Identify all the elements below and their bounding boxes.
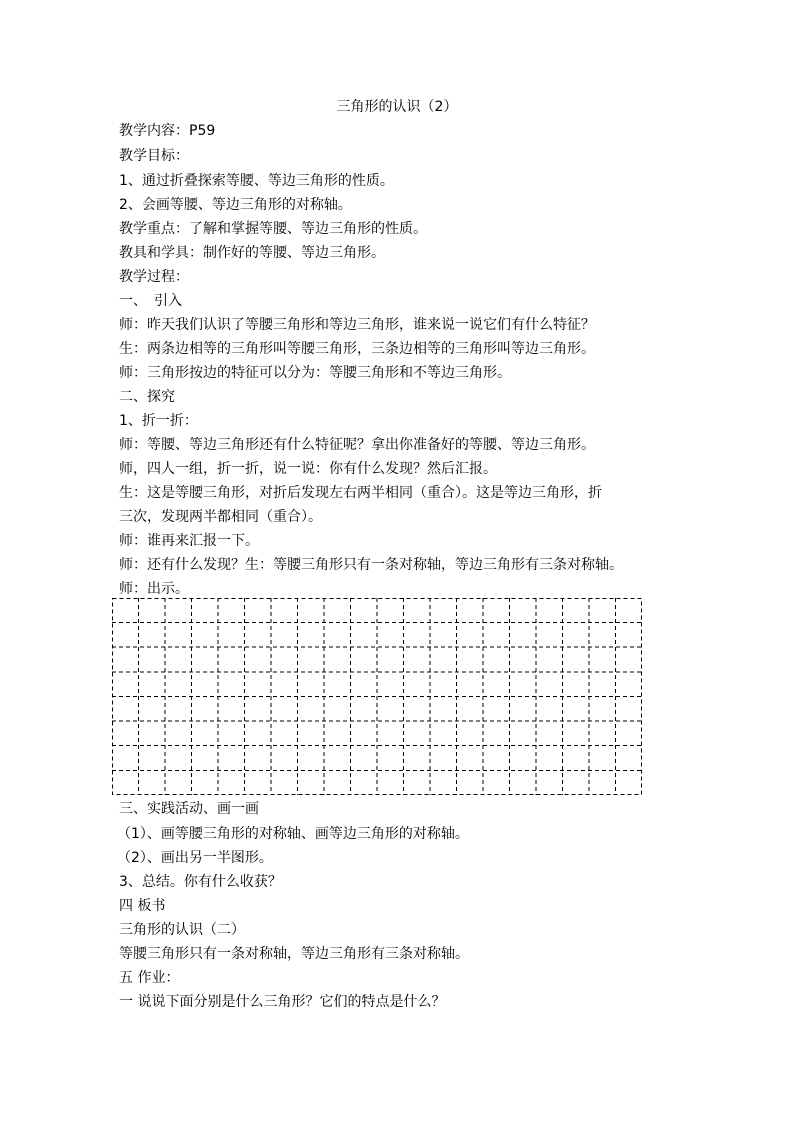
line-goal-2: 2、会画等腰、等边三角形的对称轴。 [119,197,352,213]
line-teaching-content: 教学内容：P59 [119,123,216,139]
dashed-grid [112,598,642,795]
line-student-answer: 生：两条边相等的三角形叫等腰三角形，三条边相等的三角形叫等边三角形。 [119,341,595,357]
line-teacher-summary: 师：三角形按边的特征可以分为：等腰三角形和不等边三角形。 [119,365,511,381]
line-teacher-discovery: 师：还有什么发现？生：等腰三角形只有一条对称轴，等边三角形有三条对称轴。 [119,557,623,573]
line-section-practice: 三、实践活动、画一画 [119,801,259,817]
line-teacher-show: 师：出示。 [119,581,189,597]
line-board-content: 等腰三角形只有一条对称轴，等边三角形有三条对称轴。 [119,946,469,962]
line-teacher-report: 师：谁再来汇报一下。 [119,533,259,549]
line-goal-1: 1、通过折叠探索等腰、等边三角形的性质。 [119,173,394,189]
line-section-intro: 一、 引入 [119,293,182,309]
line-teaching-goals: 教学目标： [119,148,189,164]
line-board-title: 三角形的认识（二） [119,922,245,938]
line-fold: 1、折一折： [119,413,198,429]
line-section-explore: 二、探究 [119,389,175,405]
line-practice-1: （1）、画等腰三角形的对称轴、画等边三角形的对称轴。 [117,826,469,842]
line-teacher-question: 师：昨天我们认识了等腰三角形和等边三角形，谁来说一说它们有什么特征？ [119,317,595,333]
line-homework-1: 一 说说下面分别是什么三角形？它们的特点是什么？ [119,994,446,1010]
line-section-board: 四 板书 [119,898,166,914]
line-student-fold-2: 三次，发现两半都相同（重合）。 [119,509,322,525]
line-student-fold-1: 生：这是等腰三角形，对折后发现左右两半相同（重合）。这是等边三角形，折 [119,485,602,501]
line-teacher-features: 师：等腰、等边三角形还有什么特征呢？拿出你准备好的等腰、等边三角形。 [119,437,595,453]
line-section-homework: 五 作业： [119,970,180,986]
line-teaching-process: 教学过程： [119,269,189,285]
line-summary: 3、总结。你有什么收获？ [119,874,282,890]
line-practice-2: （2）、画出另一半图形。 [117,850,273,866]
page-title: 三角形的认识（2） [336,99,458,115]
line-teaching-aids: 教具和学具：制作好的等腰、等边三角形。 [119,245,385,261]
line-key-point: 教学重点：了解和掌握等腰、等边三角形的性质。 [119,221,427,237]
line-teacher-group: 师，四人一组，折一折，说一说：你有什么发现？然后汇报。 [119,461,497,477]
